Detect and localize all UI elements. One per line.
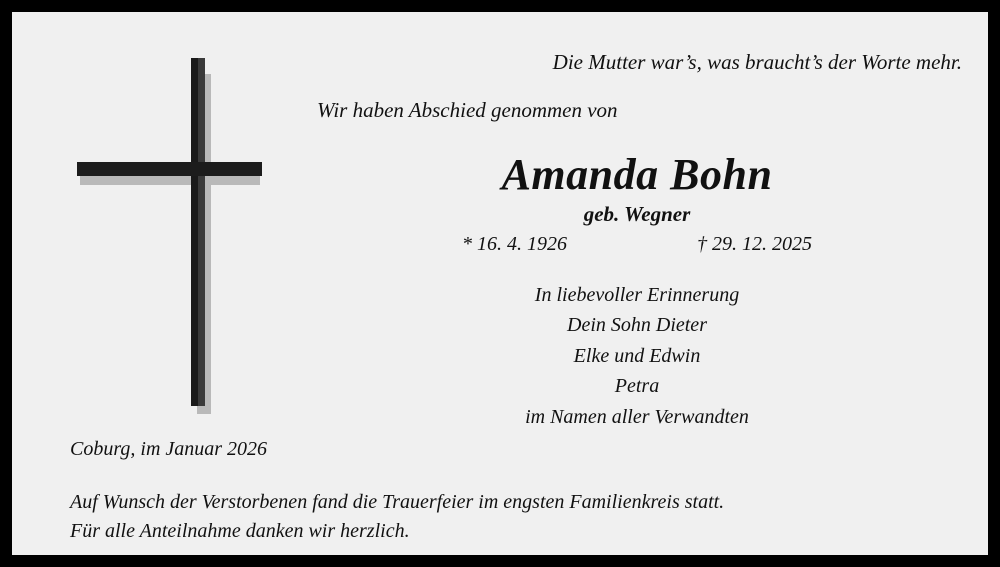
deceased-name: Amanda Bohn — [501, 150, 773, 199]
closing-line: Auf Wunsch der Verstorbenen fand die Trauerfeier im engsten Familienkreis statt. — [70, 491, 725, 513]
notice-inner-panel — [12, 12, 988, 555]
place-and-date: Coburg, im Januar 2026 — [70, 438, 268, 460]
cross-beam-vertical-highlight — [191, 58, 198, 406]
family-line: Dein Sohn Dieter — [567, 314, 707, 337]
deceased-name-block — [312, 152, 962, 227]
life-dates — [312, 233, 962, 256]
intro-text: Wir haben Abschied genommen von — [317, 98, 618, 122]
deceased-maiden-name: geb. Wegner — [583, 202, 691, 227]
family-line: Petra — [614, 375, 660, 398]
family-line: In liebevoller Erinnerung — [534, 284, 740, 306]
closing-line: Für alle Anteilnahme danken wir herzlich. — [70, 520, 410, 542]
family-line: im Namen aller Verwandten — [525, 405, 749, 428]
christian-cross-icon — [52, 32, 282, 422]
motto-text: Die Mutter war’s, was braucht’s der Worte mehr. — [552, 50, 962, 74]
cross-beam-horizontal — [77, 162, 262, 176]
closing-note — [70, 488, 724, 546]
family-line: Elke und Edwin — [573, 344, 701, 367]
death-date: † 29. 12. 2025 — [697, 233, 812, 255]
family-block — [312, 280, 962, 432]
birth-date: * 16. 4. 1926 — [462, 233, 567, 255]
